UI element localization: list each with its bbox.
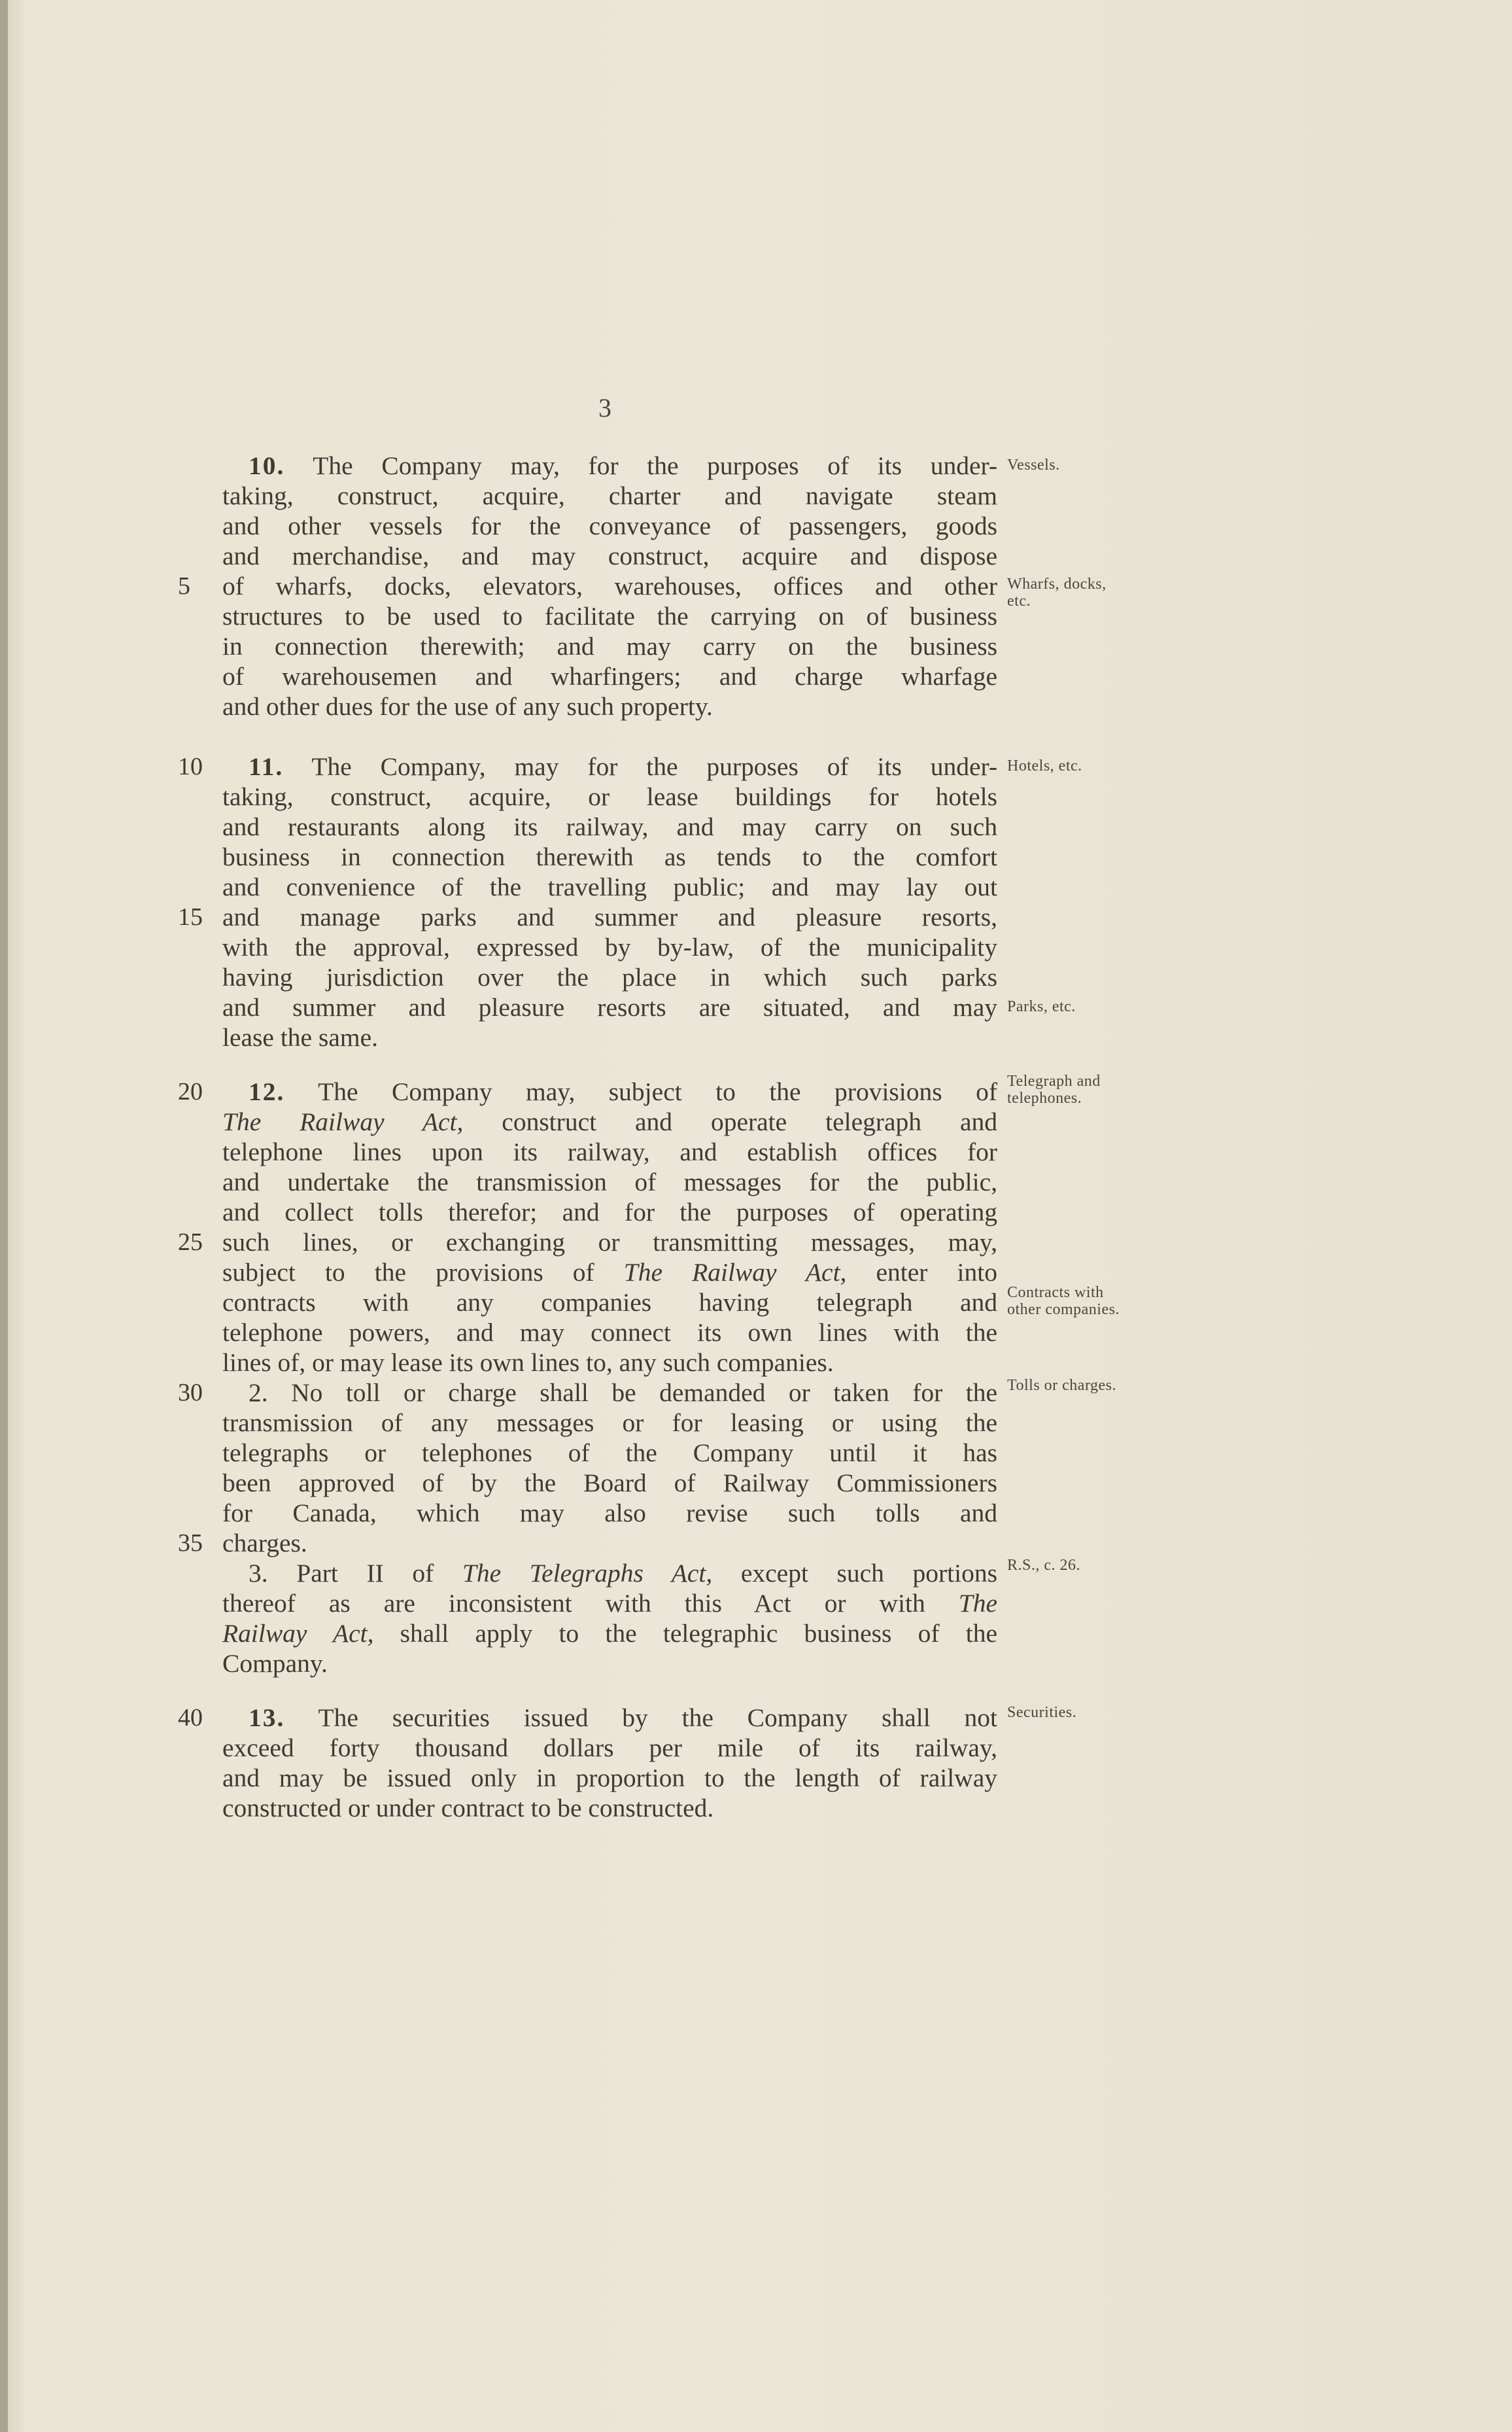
line-number: 20 [178,1078,203,1105]
line-number: 10 [178,753,203,780]
s10-line-8: of warehousemen and wharfingers; and charge wharfage [222,662,997,691]
s11-line-6: and manage parks and summer and pleasure resorts, [222,903,997,931]
margin-note: R.S., c. 26. [1007,1557,1081,1574]
s12-p2-line-5: for Canada, which may also revise such tolls and [222,1499,997,1527]
s10-line-2: taking, construct, acquire, charter and navigate steam [222,481,997,510]
s12-line-10: lines of, or may lease its own lines to, any such companies. [222,1348,834,1377]
s12-p3-line-2: thereof as are inconsistent with this Act or with The [222,1589,997,1618]
margin-note: Securities. [1007,1704,1077,1721]
s12-p2-line-2: transmission of any messages or for leasing or using the [222,1408,997,1437]
s10-line-1: 10. The Company may, for the purposes of its under- [249,451,997,480]
s12-line-9: telephone powers, and may connect its own lines with the [222,1318,997,1347]
margin-note: Tolls or charges. [1007,1377,1117,1394]
s12-p2-line-1: 2. No toll or charge shall be demanded or taken for the [249,1378,997,1407]
page-number: 3 [598,393,611,423]
margin-note: Vessels. [1007,457,1060,474]
s12-p2-line-6: charges. [222,1529,307,1557]
s12-p2-line-3: telegraphs or telephones of the Company until it has [222,1438,997,1467]
s10-line-4: and merchandise, and may construct, acquire and dispose [222,542,997,570]
s11-line-10: lease the same. [222,1023,378,1052]
s11-line-9: and summer and pleasure resorts are situated, and may [222,993,997,1022]
line-number: 35 [178,1529,203,1557]
s12-line-8: contracts with any companies having telegraph and [222,1288,997,1317]
s12-line-6: such lines, or exchanging or transmitting messages, may, [222,1228,997,1257]
line-number: 25 [178,1228,203,1256]
s13-line-1: 13. The securities issued by the Company shall not [249,1703,997,1732]
s11-line-8: having jurisdiction over the place in which such parks [222,963,997,992]
margin-note: Parks, etc. [1007,998,1076,1015]
s11-line-5: and convenience of the travelling public; and may lay out [222,873,997,901]
line-number: 30 [178,1379,203,1406]
s12-line-1: 12. The Company may, subject to the provisions of [249,1077,997,1106]
section-number: 12. [249,1077,285,1106]
s12-p3-line-3: Railway Act, shall apply to the telegraphic business of the [222,1619,997,1648]
s12-line-7: subject to the provisions of The Railway Act, enter into [222,1258,997,1287]
s12-line-5: and collect tolls therefor; and for the purposes of operating [222,1198,997,1226]
s10-line-5: of wharfs, docks, elevators, warehouses, offices and other [222,572,997,600]
section-number: 13. [249,1703,285,1732]
s11-line-4: business in connection therewith as tends to the comfort [222,843,997,871]
s10-line-7: in connection therewith; and may carry on the business [222,632,997,661]
s12-line-4: and undertake the transmission of messages for the public, [222,1168,997,1196]
s12-p3-line-1: 3. Part II of The Telegraphs Act, except such portions [249,1559,998,1588]
s11-line-3: and restaurants along its railway, and may carry on such [222,812,997,841]
s11-line-7: with the approval, expressed by by-law, of the municipality [222,933,997,962]
s13-line-3: and may be issued only in proportion to the length of railway [222,1763,997,1792]
s13-line-2: exceed forty thousand dollars per mile of its railway, [222,1733,997,1762]
section-number: 11. [249,752,284,781]
margin-note: Telegraph and telephones. [1007,1073,1101,1107]
s13-line-4: constructed or under contract to be constructed. [222,1794,714,1822]
s12-line-3: telephone lines upon its railway, and establish offices for [222,1138,997,1166]
s12-p2-line-4: been approved of by the Board of Railway Commissioners [222,1468,997,1497]
line-number: 40 [178,1704,203,1731]
line-number: 15 [178,903,203,931]
section-number: 10. [249,451,285,480]
page-edge [0,0,8,2432]
s10-line-6: structures to be used to facilitate the carrying on of business [222,602,997,631]
s11-line-2: taking, construct, acquire, or lease buildings for hotels [222,782,997,811]
s10-line-9: and other dues for the use of any such property. [222,692,713,721]
margin-note: Hotels, etc. [1007,757,1082,774]
line-number: 5 [178,572,190,600]
margin-note: Wharfs, docks, etc. [1007,576,1107,610]
s11-line-1: 11. The Company, may for the purposes of its under- [249,752,997,781]
s10-line-3: and other vessels for the conveyance of passengers, goods [222,512,997,540]
margin-note: Contracts with other companies. [1007,1284,1120,1318]
s12-p3-line-4: Company. [222,1649,328,1678]
s12-line-2: The Railway Act, construct and operate telegraph and [222,1107,997,1136]
